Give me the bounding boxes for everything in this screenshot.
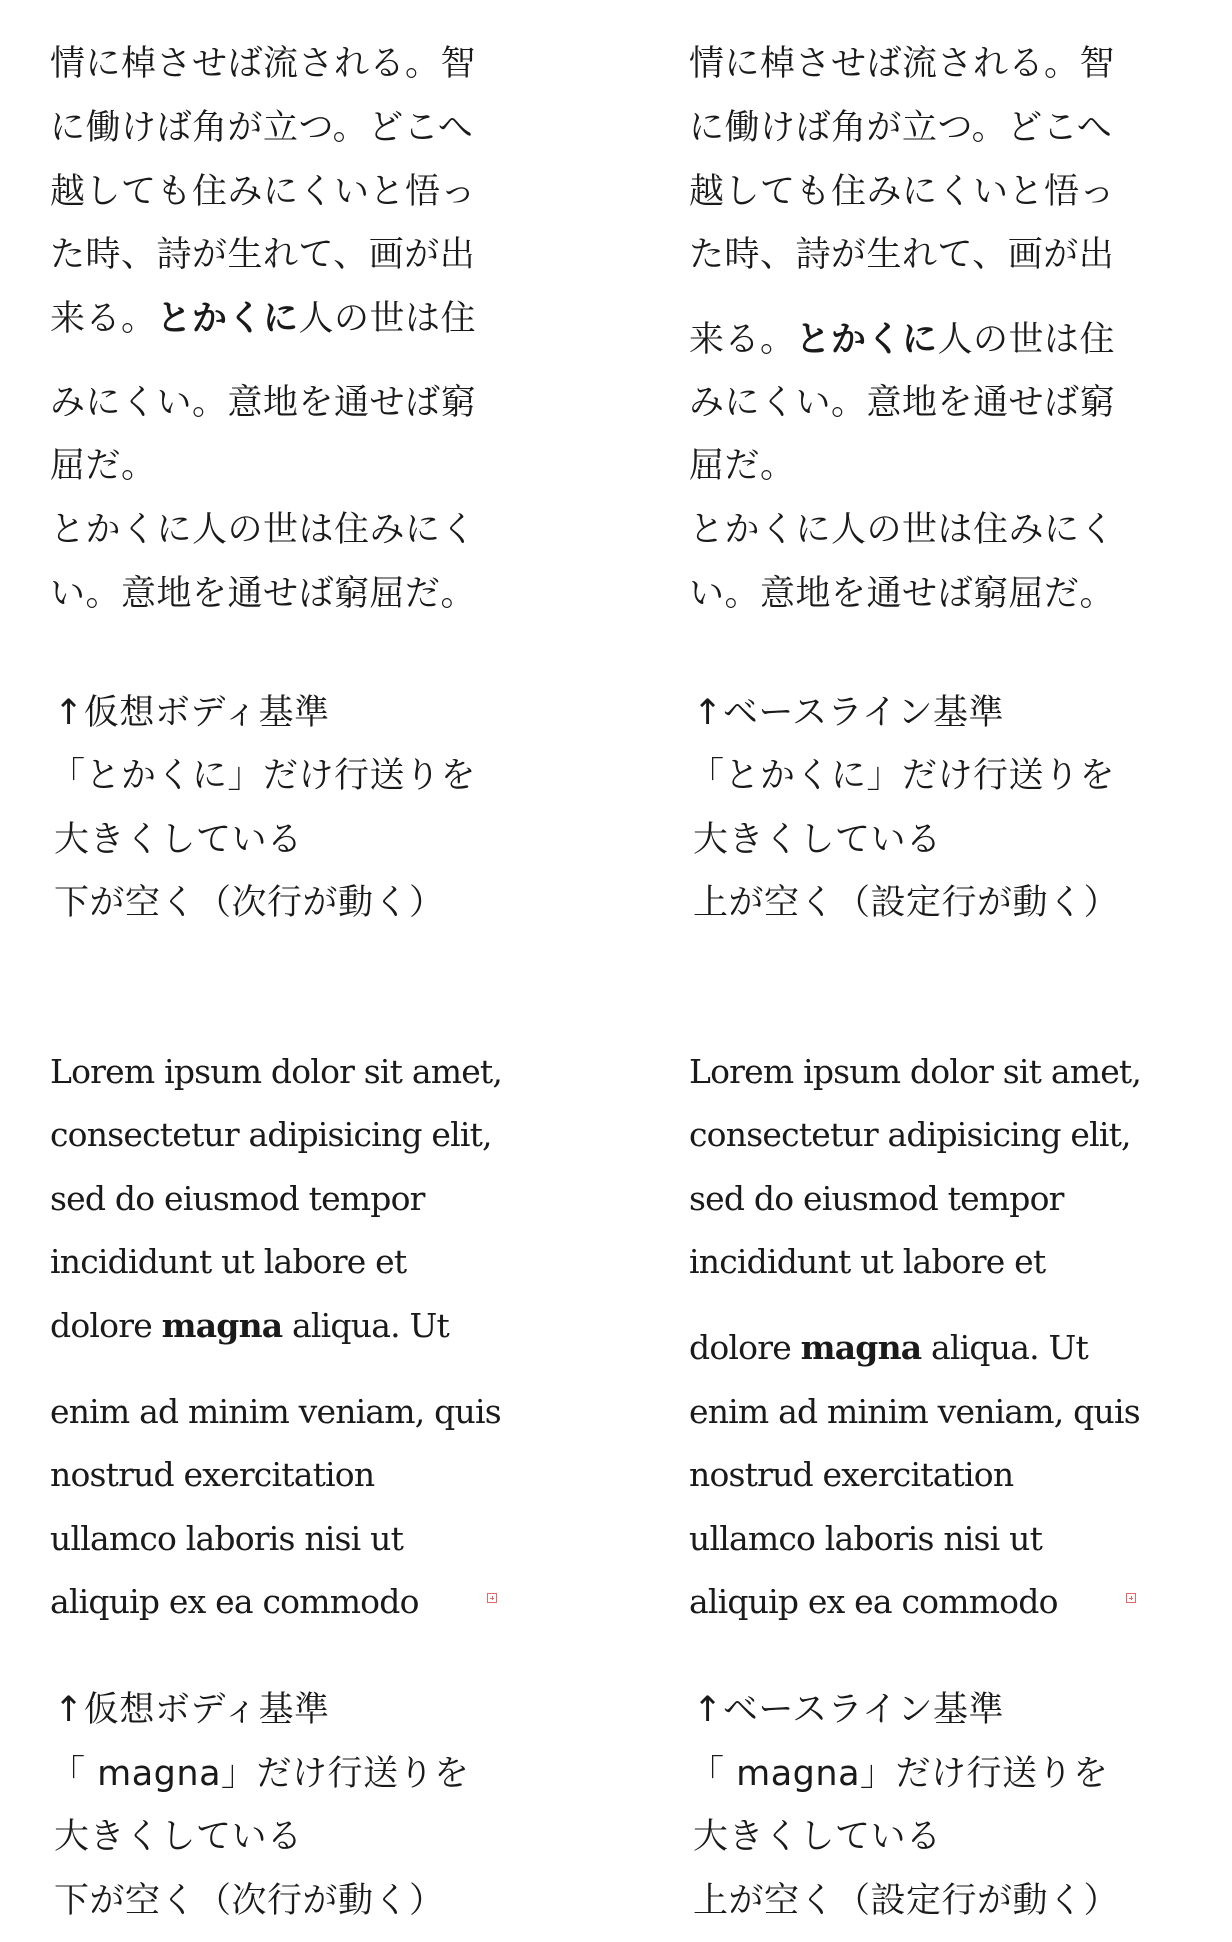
en-line-5-post: aliqua. Ut — [921, 1328, 1088, 1367]
jp-line-2: に働けば角が立つ。どこへ — [50, 108, 474, 148]
jp-caption-line-4: 上が空く（設定行が動く） — [693, 883, 1120, 923]
jp-line-3: 越しても住みにくいと悟っ — [689, 172, 1116, 212]
en-caption-line-2: 「 magna」だけ行送りを — [689, 1754, 1109, 1794]
jp-caption-line-1: ↑仮想ボディ基準 — [54, 693, 330, 733]
jp-line-6: みにくい。意地を通せば窮 — [50, 383, 477, 423]
en-line-8: ullamco laboris nisi ut — [50, 1519, 404, 1558]
en-line-5-pre: dolore — [689, 1328, 801, 1367]
en-bold-magna: magna — [161, 1306, 283, 1345]
en-line-9: aliquip ex ea commodo — [689, 1582, 1058, 1621]
jp-line-3: 越しても住みにくいと悟っ — [50, 172, 477, 212]
jp-line-1: 情に棹させば流される。智 — [689, 44, 1116, 84]
en-line-2: consectetur adipisicing elit, — [689, 1115, 1131, 1154]
en-line-7: nostrud exercitation — [50, 1455, 375, 1494]
jp-line-2: に働けば角が立つ。どこへ — [689, 108, 1113, 148]
en-line-9: aliquip ex ea commodo — [50, 1582, 419, 1621]
jp-line-6: みにくい。意地を通せば窮 — [689, 383, 1116, 423]
en-line-6: enim ad minim veniam, quis — [689, 1392, 1140, 1431]
jp-line-7: 屈だ。 — [689, 446, 796, 486]
en-line-5 — [50, 1306, 449, 1345]
en-line-3: sed do eiusmod tempor — [50, 1179, 425, 1218]
en-line-5-pre: dolore — [50, 1306, 162, 1345]
jp-line-5 — [50, 299, 477, 339]
jp-caption-line-2: 「とかくに」だけ行送りを — [689, 756, 1116, 796]
overset-text-marker-icon[interactable] — [487, 1593, 497, 1603]
overset-text-marker-icon[interactable] — [1126, 1593, 1136, 1603]
en-line-5-post: aliqua. Ut — [282, 1306, 449, 1345]
jp-line-9: い。意地を通せば窮屈だ。 — [689, 574, 1116, 614]
jp-bold-tokakuni: とかくに — [795, 320, 938, 360]
jp-line-8: とかくに人の世は住みにく — [50, 510, 477, 550]
jp-line-1: 情に棹させば流される。智 — [50, 44, 477, 84]
en-caption-line-1: ↑ベースライン基準 — [693, 1690, 1005, 1730]
en-caption-line-4: 下が空く（次行が動く） — [54, 1881, 445, 1921]
en-line-1: Lorem ipsum dolor sit amet, — [50, 1052, 503, 1091]
en-line-4: incididunt ut labore et — [50, 1242, 407, 1281]
en-line-7: nostrud exercitation — [689, 1455, 1014, 1494]
jp-bold-tokakuni: とかくに — [156, 299, 299, 339]
en-line-5 — [689, 1328, 1088, 1367]
jp-line-5 — [689, 320, 1116, 360]
en-line-1: Lorem ipsum dolor sit amet, — [689, 1052, 1142, 1091]
jp-line-5-post: 人の世は住 — [298, 299, 477, 339]
en-line-2: consectetur adipisicing elit, — [50, 1115, 492, 1154]
jp-line-5-pre: 来る。 — [689, 320, 796, 360]
jp-caption-line-4: 下が空く（次行が動く） — [54, 883, 445, 923]
en-bold-magna: magna — [800, 1328, 922, 1367]
jp-line-5-post: 人の世は住 — [937, 320, 1116, 360]
en-caption-line-4: 上が空く（設定行が動く） — [693, 1881, 1120, 1921]
en-line-8: ullamco laboris nisi ut — [689, 1519, 1043, 1558]
jp-caption-line-3: 大きくしている — [693, 820, 942, 860]
jp-caption-line-2: 「とかくに」だけ行送りを — [50, 756, 477, 796]
jp-line-7: 屈だ。 — [50, 446, 157, 486]
en-caption-line-3: 大きくしている — [54, 1817, 303, 1857]
jp-line-8: とかくに人の世は住みにく — [689, 510, 1116, 550]
en-caption-line-1: ↑仮想ボディ基準 — [54, 1690, 330, 1730]
jp-line-4: た時、詩が生れて、画が出 — [50, 235, 476, 275]
jp-line-4: た時、詩が生れて、画が出 — [689, 235, 1115, 275]
en-caption-line-2: 「 magna」だけ行送りを — [50, 1754, 470, 1794]
en-line-6: enim ad minim veniam, quis — [50, 1392, 501, 1431]
jp-line-5-pre: 来る。 — [50, 299, 157, 339]
en-caption-line-3: 大きくしている — [693, 1817, 942, 1857]
jp-caption-line-3: 大きくしている — [54, 820, 303, 860]
jp-line-9: い。意地を通せば窮屈だ。 — [50, 574, 477, 614]
en-line-4: incididunt ut labore et — [689, 1242, 1046, 1281]
en-line-3: sed do eiusmod tempor — [689, 1179, 1064, 1218]
jp-caption-line-1: ↑ベースライン基準 — [693, 693, 1005, 733]
